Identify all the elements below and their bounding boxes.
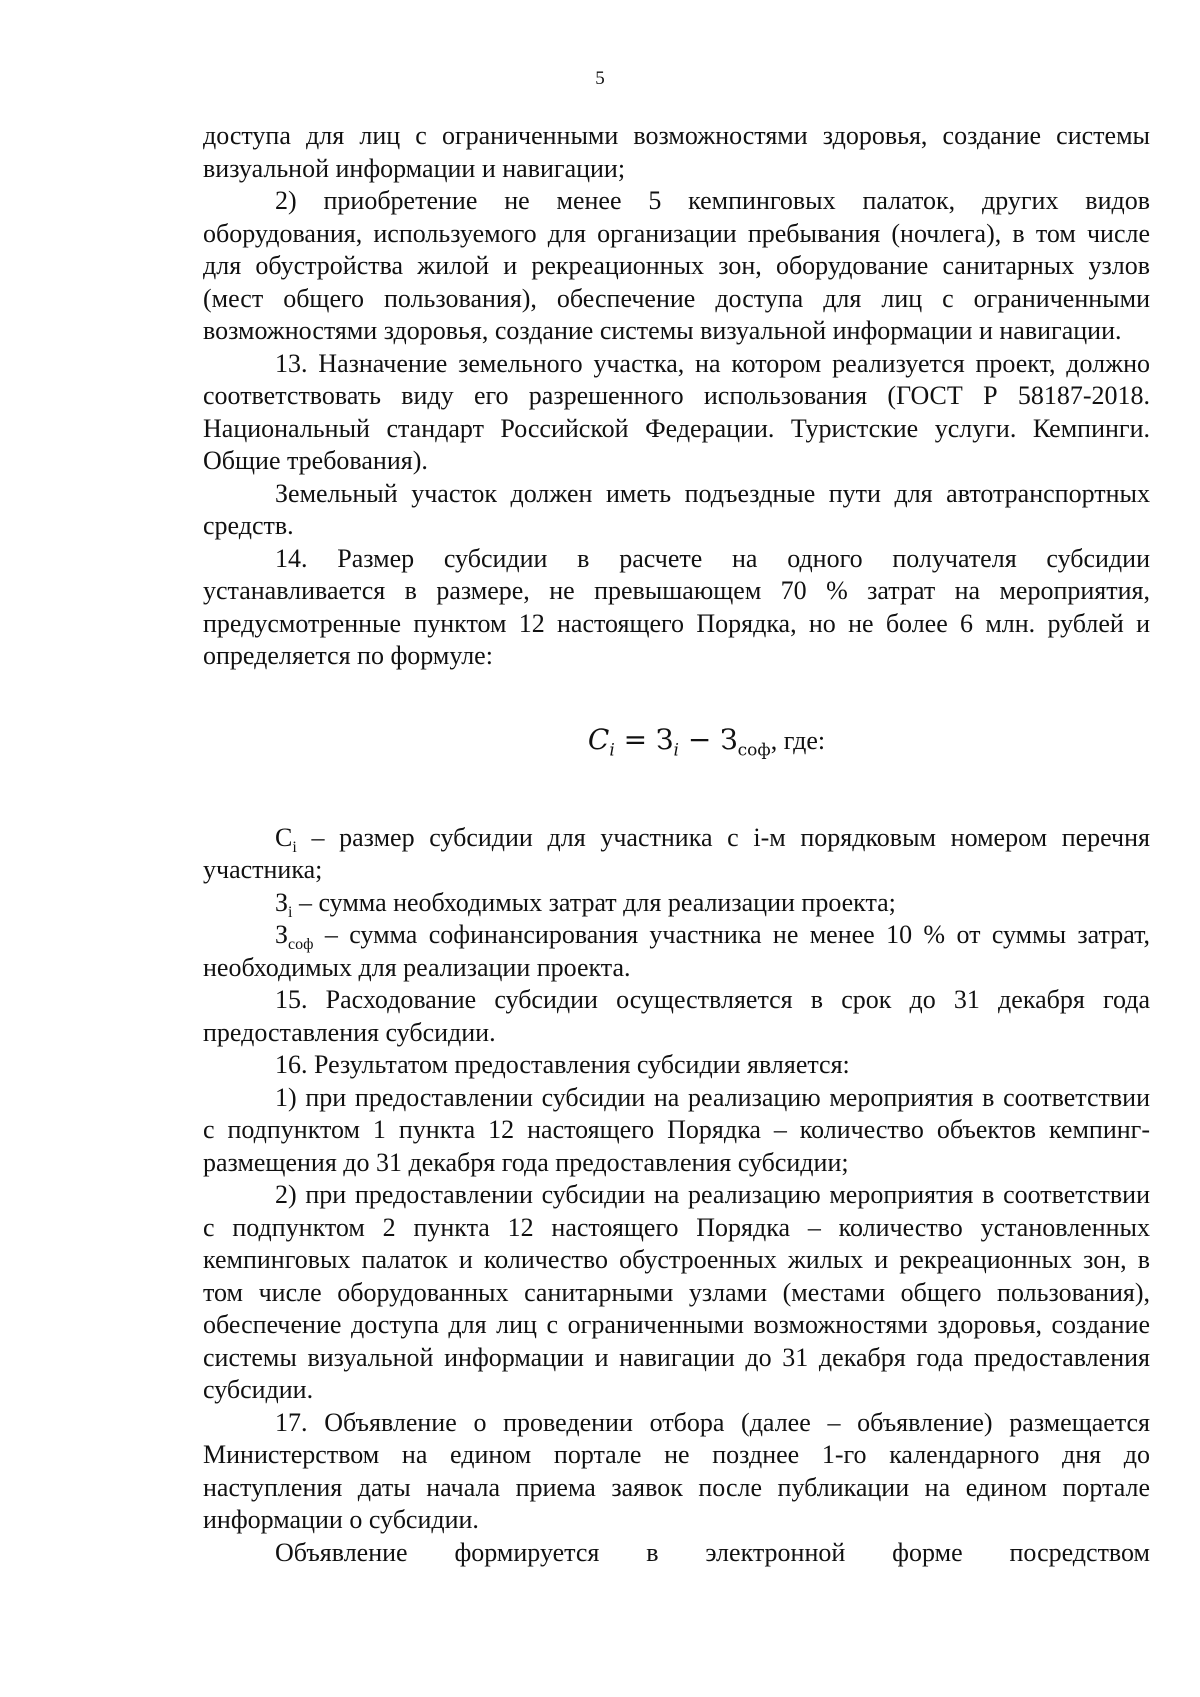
definition-zi-symbol: З (275, 887, 289, 917)
formula-zsof-sub: соф (737, 740, 771, 761)
paragraph-17: 17. Объявление о проведении отбора (далее – объявление) размещается Министерством на едином портале не позднее 1-го календарного дня до наступления даты начала приема заявок после публикации на едином портале информации о субсидии. (203, 1407, 1150, 1534)
formula-tail: , где: (770, 725, 826, 755)
paragraph-14: 14. Размер субсидии в расчете на одного получателя субсидии устанавливается в размере, не превышающем 70 % затрат на мероприятия, предусмотренные пунктом 12 настоящего Порядка, но не более 6 млн. рублей и определяется по формуле: (203, 543, 1150, 670)
definition-ci-text: – размер субсидии для участника с i-м порядковым номером перечня участника; (203, 822, 1150, 884)
definition-ci-symbol: C (275, 822, 293, 852)
definition-ci (203, 822, 1150, 887)
formula-c: C (587, 722, 610, 756)
formula-z-sub: i (673, 740, 679, 761)
paragraph-16-item-2: 2) при предоставлении субсидии на реализацию мероприятия в соответствии с подпунктом 2 пункта 12 настоящего Порядка – количество установленных кемпинговых палаток и количество обустроенных жилых и рекреационных зон, в том числе оборудованных санитарными узлами (местами общего пользования), обеспечение доступа для лиц с ограниченными возможностями здоровья, создание системы визуальной информации и навигации до 31 декабря года предоставления субсидии. (203, 1180, 1150, 1404)
paragraph-announcement: Объявление формируется в электронной форме посредством (275, 1537, 1150, 1567)
definition-ci-sub: i (292, 838, 297, 856)
paragraph-continuation: доступа для лиц с ограниченными возможностями здоровья, создание системы визуальной информации и навигации; (203, 121, 1150, 183)
formula-z: З (656, 722, 674, 756)
formula-equals: = (614, 722, 657, 756)
definition-zi-text: – сумма необходимых затрат для реализации проекта; (292, 887, 896, 917)
formula-c-sub: i (609, 740, 615, 761)
paragraph-item-2: 2) приобретение не менее 5 кемпинговых палаток, других видов оборудования, используемого для организации пребывания (ночлега), в том числе для обустройства жилой и рекреационных зон, оборудование санитарных узлов (мест общего пользования), обеспечение доступа для лиц с ограниченными возможностями здоровья, создание системы визуальной информации и навигации. (203, 186, 1150, 345)
definition-zsof-symbol: З (275, 920, 289, 949)
formula-minus: − (678, 722, 721, 756)
definition-zsof-sub: соф (288, 936, 314, 954)
formula (203, 702, 1150, 777)
definition-zsof-text: – сумма софинансирования участника не менее 10 % от суммы затрат, необходимых для реализации проекта. (203, 920, 1150, 982)
definition-zsof (203, 919, 1150, 984)
paragraph-15: 15. Расходование субсидии осуществляется в срок до 31 декабря года предоставления субсидии. (203, 985, 1150, 1047)
formula-zsof: З (720, 722, 738, 756)
paragraph-16: 16. Результатом предоставления субсидии является: (275, 1050, 850, 1079)
document-body (203, 120, 1150, 1569)
paragraph-16-item-1: 1) при предоставлении субсидии на реализацию мероприятия в соответствии с подпунктом 1 пункта 12 настоящего Порядка – количество объектов кемпинг-размещения до 31 декабря года предоставления субсидии; (203, 1082, 1150, 1177)
page-number: 5 (595, 68, 605, 89)
paragraph-land-access: Земельный участок должен иметь подъездные пути для автотранспортных средств. (203, 478, 1150, 540)
definition-zi (203, 887, 1150, 920)
definition-zi-sub: i (288, 903, 293, 921)
paragraph-13: 13. Назначение земельного участка, на котором реализуется проект, должно соответствовать виду его разрешенного использования (ГОСТ Р 58187-2018. Национальный стандарт Российской Федерации. Туристские услуги. Кемпинги. Общие требования). (203, 348, 1150, 475)
